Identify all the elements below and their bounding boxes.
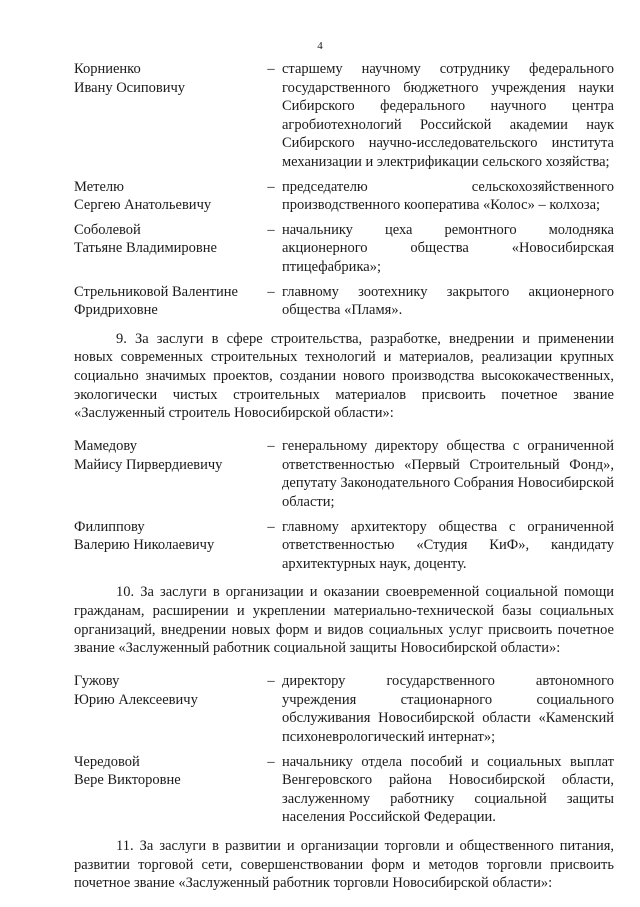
recipient-name: Филиппову Валерию Николаевичу [74,518,215,554]
dash: – [267,283,275,300]
award-entry [74,672,614,746]
recipient-name: Стрельниковой Валентине Фридриховне [74,283,238,319]
award-entry [74,178,614,215]
dash: – [267,221,275,238]
recipient-position: старшему научному сотруднику федерального государственного бюджетного учреждения науки Сибирского федерального научного центра агробиотехнологий Российской академии наук Сибирского научно-исследовательского института механизации и электрификации сельского хозяйства; [282,61,614,170]
recipient-name: Гужову Юрию Алексеевичу [74,673,198,708]
recipient-position: главному зоотехнику закрытого акционерного общества «Пламя». [282,283,614,319]
dash: – [267,518,275,535]
dash: – [267,753,275,770]
recipient-position: начальнику отдела пособий и социальных выплат Венгеровского района Новосибирской области, заслуженному работнику социальной защиты населения Российской Федерации. [282,753,614,826]
recipient-name: Метелю Сергею Анатольевичу [74,178,212,214]
award-entry [74,60,614,172]
recipient-name: Соболевой Татьяне Владимировне [74,221,217,257]
award-entry [74,753,614,827]
section-paragraph: 11. За заслуги в развитии и организации торговли и общественного питания, развитии торговой сети, совершенствовании форм и методов торговли присвоить почетное звание «Заслуженный работник торговли Новосибирской области»: [74,837,614,892]
page-number: 4 [317,40,323,52]
dash: – [267,438,275,455]
recipient-position: начальнику цеха ремонтного молодняка акционерного общества «Новосибирская птицефабрика»; [282,221,614,275]
dash: – [267,673,275,690]
section-paragraph: 9. За заслуги в сфере строительства, разработке, внедрении и применении новых современных строительных технологий и материалов, реализации крупных социально значимых проектов, создании нового производства высококачественных, экологически чистых строительных материалов присвоить почетное звание «Заслуженный строитель Новосибирской области»: [74,330,614,422]
recipient-name: Чередовой Вере Викторовне [74,753,181,789]
recipient-position: главному архитектору общества с ограниченной ответственностью «Студия КиФ», кандидату архитектурных наук, доценту. [282,518,614,572]
dash: – [267,178,275,195]
section-paragraph: 10. За заслуги в организации и оказании своевременной социальной помощи гражданам, расширении и укреплении материально-технической базы социальных организаций, внедрении новых форм и видов социальных услуг присвоить почетное звание «Заслуженный работник социальной защиты Новосибирской области»: [74,584,614,657]
recipient-name: Корниенко Ивану Осиповичу [74,61,186,96]
dash: – [267,61,275,77]
recipient-name: Мамедову Майису Пирвердиевичу [74,438,223,473]
recipient-position: председателю сельскохозяйственного производственного кооператива «Колос» – колхоза; [282,178,614,214]
recipient-position: генеральному директору общества с ограниченной ответственностью «Первый Строительный Фонд», депутату Законодательного Собрания Новосибирской области; [282,438,615,510]
document-body [74,60,614,907]
award-entry [74,221,614,277]
award-entry [74,283,614,320]
award-entry [74,437,614,511]
award-entry [74,518,614,574]
recipient-position: директору государственного автономного учреждения стационарного социального обслуживания Новосибирской области «Каменский психоневрологический интернат»; [282,673,614,745]
